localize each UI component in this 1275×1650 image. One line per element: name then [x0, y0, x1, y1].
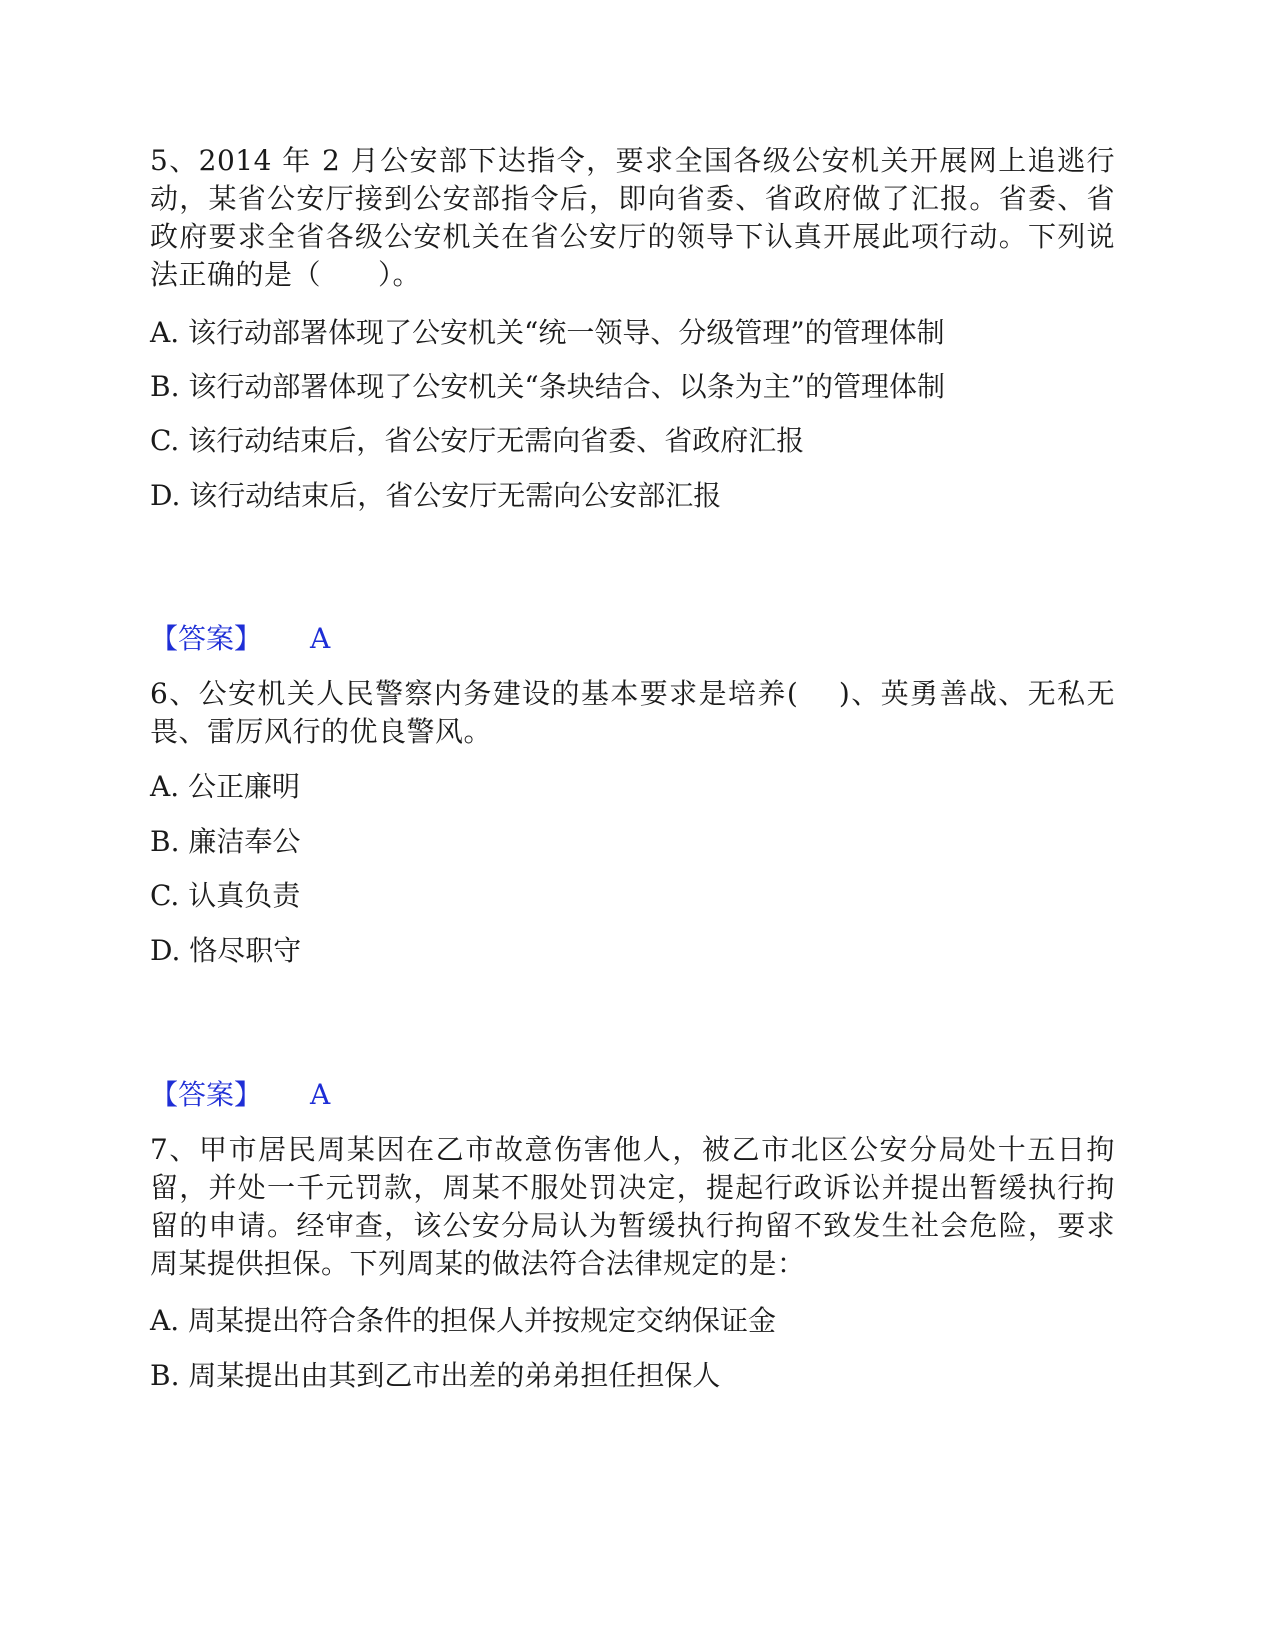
- answer-label: 【答案】: [150, 1078, 263, 1111]
- question-5-option-b: B. 该行动部署体现了公安机关“条块结合、以条为主”的管理体制: [150, 370, 946, 403]
- answer-letter: A: [310, 622, 331, 655]
- question-5-stem: 5、2014 年 2 月公安部下达指令，要求全国各级公安机关开展网上追逃行动，某省公安厅接到公安部指令后，即向省委、省政府做了汇报。省委、省政府要求全省各级公安机关在省公安厅的领导下认真开展此项行动。下列说法正确的是（ ）。: [150, 144, 1115, 291]
- question-5-option-c: C. 该行动结束后，省公安厅无需向省委、省政府汇报: [150, 424, 805, 457]
- question-6-option-d: D. 恪尽职守: [150, 934, 302, 967]
- question-6-stem: 6、公安机关人民警察内务建设的基本要求是培养( )、英勇善战、无私无畏、雷厉风行的优良警风。: [150, 677, 1115, 748]
- question-6-option-a: A. 公正廉明: [150, 770, 301, 803]
- question-5-option-d: D. 该行动结束后，省公安厅无需向公安部汇报: [150, 479, 722, 512]
- question-6-answer: [150, 1076, 330, 1114]
- answer-letter: A: [310, 1078, 331, 1111]
- question-5-option-a: A. 该行动部署体现了公安机关“统一领导、分级管理”的管理体制: [150, 316, 945, 349]
- question-7-stem: 7、甲市居民周某因在乙市故意伤害他人，被乙市北区公安分局处十五日拘留，并处一千元罚款，周某不服处罚决定，提起行政诉讼并提出暂缓执行拘留的申请。经审查，该公安分局认为暂缓执行拘留不致发生社会危险，要求周某提供担保。下列周某的做法符合法律规定的是：: [150, 1133, 1115, 1280]
- answer-label: 【答案】: [150, 622, 263, 655]
- question-5-answer: [150, 620, 330, 658]
- question-6-option-c: C. 认真负责: [150, 879, 301, 912]
- question-7-option-b: B. 周某提出由其到乙市出差的弟弟担任担保人: [150, 1359, 721, 1392]
- question-6-option-b: B. 廉洁奉公: [150, 825, 301, 858]
- question-7-option-a: A. 周某提出符合条件的担保人并按规定交纳保证金: [150, 1304, 777, 1337]
